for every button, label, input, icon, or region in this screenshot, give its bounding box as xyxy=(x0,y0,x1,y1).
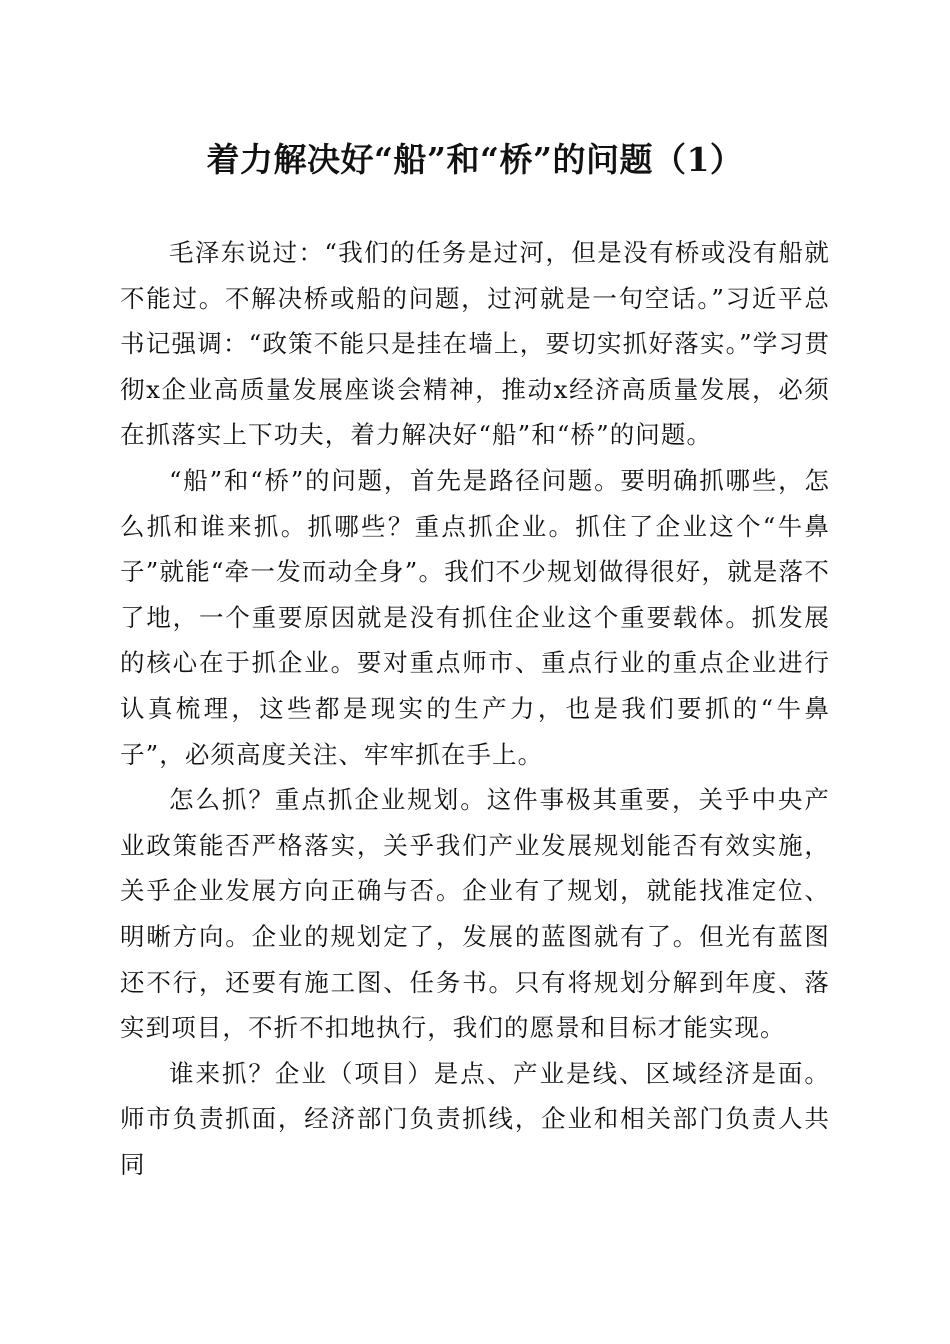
paragraph-1: 毛泽东说过：“我们的任务是过河，但是没有桥或没有船就不能过。不解决桥或船的问题，过河就是一句空话。”习近平总书记强调：“政策不能只是挂在墙上，要切实抓好落实。”学习贯彻x企业高质量发展座谈会精神，推动x经济高质量发展，必须在抓落实上下功夫，着力解决好“船”和“桥”的问题。 xyxy=(120,238,830,450)
document-title: 着力解决好“船”和“桥”的问题（1） xyxy=(206,140,744,179)
paragraph-3: 怎么抓？重点抓企业规划。这件事极其重要，关乎中央产业政策能否严格落实，关乎我们产业发展规划能否有效实施，关乎企业发展方向正确与否。企业有了规划，就能找准定位、明晰方向。企业的规划定了，发展的蓝图就有了。但光有蓝图还不行，还要有施工图、任务书。只有将规划分解到年度、落实到项目，不折不扣地执行，我们的愿景和目标才能实现。 xyxy=(120,785,830,1043)
paragraph-2: “船”和“桥”的问题，首先是路径问题。要明确抓哪些，怎么抓和谁来抓。抓哪些？重点抓企业。抓住了企业这个“牛鼻子”就能“牵一发而动全身”。我们不少规划做得很好，就是落不了地，一个重要原因就是没有抓住企业这个重要载体。抓发展的核心在于抓企业。要对重点师市、重点行业的重点企业进行认真梳理，这些都是现实的生产力，也是我们要抓的“牛鼻子”，必须高度关注、牢牢抓在手上。 xyxy=(120,465,830,769)
paragraph-4: 谁来抓？企业（项目）是点、产业是线、区域经济是面。师市负责抓面，经济部门负责抓线，企业和相关部门负责人共同 xyxy=(120,1058,830,1179)
document-body xyxy=(120,230,830,1187)
